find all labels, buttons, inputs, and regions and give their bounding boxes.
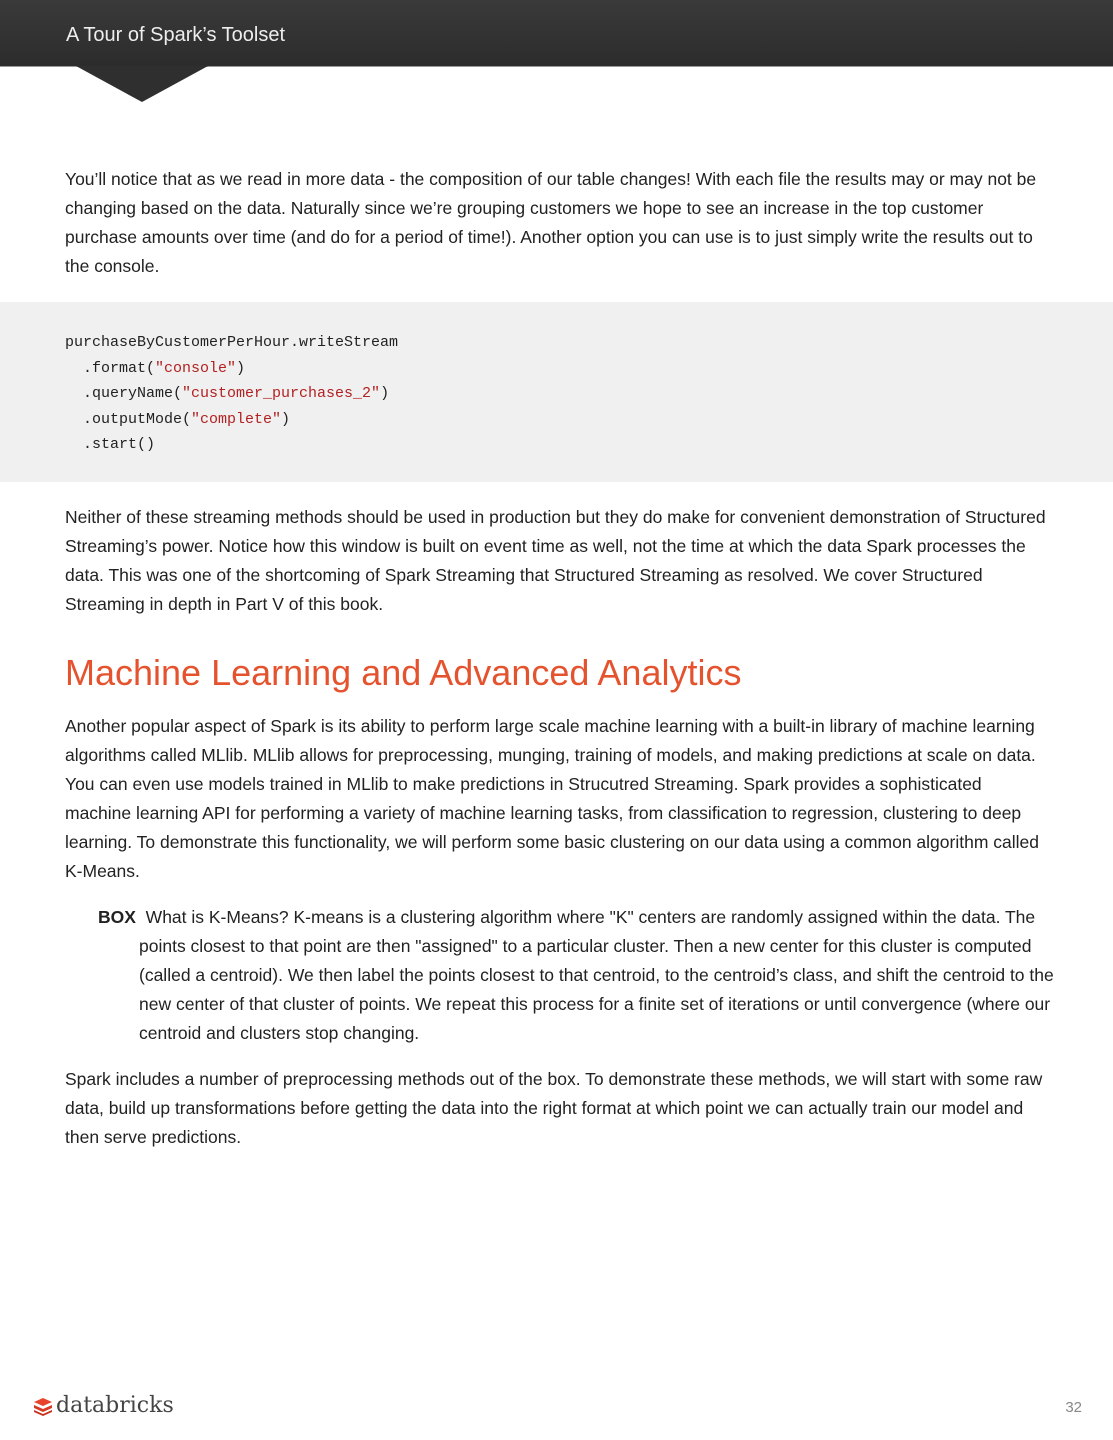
code-text: ) [236,359,246,377]
code-block [0,302,1113,482]
section-heading: Machine Learning and Advanced Analytics [65,652,742,693]
paragraph: Neither of these streaming methods should be used in production but they do make for convenient demonstration of Structured Streaming’s power. Notice how this window is built on event time as well, not the time at which the data Spark processes the data. This was one of the shortcoming of Spark Streaming that Structured Streaming as resolved. We cover Structured Streaming in depth in Part V of this book. [65,507,1046,614]
paragraph: You’ll notice that as we read in more data - the composition of our table changes! With each file the results may or may not be changing based on the data. Naturally since we’re grouping customers we hope to see an increase in the top customer purchase amounts over time (and do for a period of time!). Another option you can use is to just simply write the results out to the console. [65,169,1037,276]
code-line: .format( [65,359,156,377]
code-string: "console" [155,359,237,377]
code-text: ) [380,385,390,402]
chapter-title: A Tour of Spark’s Toolset [66,24,286,46]
page-header [0,0,1113,67]
code-line: .start() [65,436,156,453]
page-number: 32 [1065,1399,1082,1416]
databricks-stack-icon [33,1396,53,1416]
code-line: .outputMode( [65,410,192,428]
callout-box [98,903,1079,1048]
databricks-logo [33,1393,174,1418]
logo-text: databricks [56,1393,174,1418]
code-line: .queryName( [65,385,183,402]
code-line: purchaseByCustomerPerHour.writeStream [65,334,399,351]
code-text: ) [281,410,291,428]
box-text: What is K-Means? K-means is a clustering algorithm where "K" centers are randomly assigned within the data. The points closest to that point are then "assigned" to a particular cluster. Then a new center for this cluster is computed (called a centroid). We then label the points closest to that centroid, to the centroid’s class, and shift the centroid to the new center of that cluster of points. We repeat this process for a finite set of iterations or until convergence (where our centroid and clusters stop changing. [139,907,1054,1043]
paragraph: Another popular aspect of Spark is its ability to perform large scale machine learning with a built-in library of machine learning algorithms called MLlib. MLlib allows for preprocessing, munging, training of models, and making predictions at scale on data. You can even use models trained in MLlib to make predictions in Strucutred Streaming. Spark provides a sophisticated machine learning API for performing a variety of machine learning tasks, from classification to regression, clustering to deep learning. To demonstrate this functionality, we will perform some basic clustering on our data using a common algorithm called K-Means. [65,716,1039,881]
box-label: BOX [98,907,136,927]
code-string: "customer_purchases_2" [182,385,381,402]
paragraph: Spark includes a number of preprocessing methods out of the box. To demonstrate these methods, we will start with some raw data, build up transformations before getting the data into the right format at which point we can actually train our model and then serve predictions. [65,1069,1043,1147]
code-string: "complete" [191,410,282,428]
header-arrow [76,66,208,102]
